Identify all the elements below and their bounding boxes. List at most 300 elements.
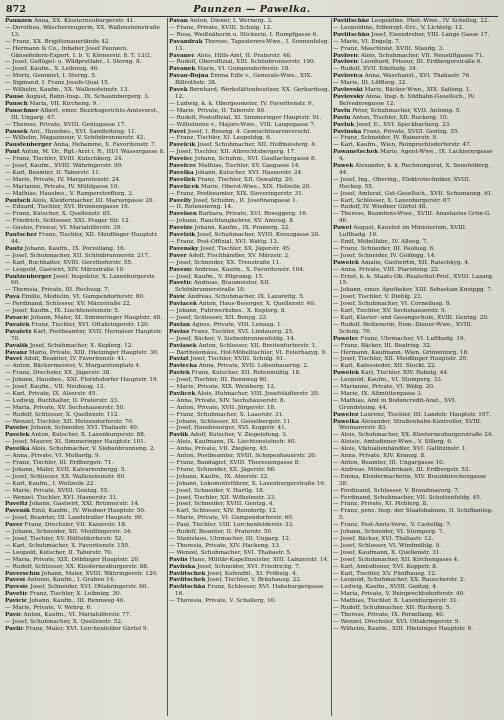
directory-entry [5, 343, 166, 350]
entry-surname: Pavek [169, 87, 188, 94]
entry-details: — Franz, Schneider, IV. Rainerstr. 9. [333, 135, 438, 142]
directory-entry [5, 274, 166, 288]
directory-entry [333, 25, 494, 32]
directory-entry [333, 377, 494, 384]
entry-surname: Pavetic [5, 591, 28, 598]
directory-entry [169, 225, 330, 232]
entry-surname: Pawelec [333, 335, 359, 342]
entry-details: — Wenzel, Schuhmacher, XVI. Thaliastr. 5. [169, 549, 292, 556]
entry-surname: Pava [5, 294, 20, 301]
directory-entry [169, 108, 330, 115]
directory-entry [5, 425, 166, 432]
entry-details: — Johann, Schneider, XII. Meidlingerstr. 34. [5, 529, 133, 536]
directory-entry [5, 557, 166, 564]
entry-surname: Pavesic [169, 266, 193, 273]
directory-entry [333, 619, 494, 626]
entry-details: — Maria, Private, XIX. Döblinger Hauptstr. 20. [5, 556, 140, 563]
entry-details: — Ludwig, k. k. Obergeometer, IV. Favoritenstr. 9. [169, 100, 314, 107]
directory-entry [169, 274, 330, 281]
entry-surname: Pavicic [5, 598, 28, 605]
directory-entry [169, 501, 330, 508]
directory-entry [169, 267, 330, 274]
directory-entry [169, 115, 330, 122]
entry-details: — Maria, Private, XV. Sechshauserstr. 50. [5, 404, 125, 411]
directory-entry [5, 66, 166, 73]
entry-details: — Marie, IX. Altmüttergasse 3. [333, 390, 423, 397]
entry-details: — Ferdinand, Schuhmacher, VII. Schottenfeldg. 45. [333, 494, 482, 501]
directory-entry [5, 122, 166, 129]
directory-entry [5, 101, 166, 108]
entry-surname: Pavic [169, 294, 186, 301]
entry-details: — Franz, Schneider, XX. Jägerstr. 66. [169, 466, 277, 473]
directory-entry [333, 46, 494, 53]
entry-details: — Rudolf, IV. Wiedner Gürtel 48. [333, 204, 428, 211]
entry-surname: Pavluska [333, 128, 362, 135]
entry-surname: Paver [169, 252, 187, 259]
entry-surname: Pautsch [5, 197, 31, 204]
entry-details: Bernhard, Werkstättenbesitzer, XX. Gerhardusg. 12. [175, 87, 330, 100]
entry-details: — Josef, Schuhmacher, XII. Kirchengasse 4. [333, 556, 460, 563]
entry-details: Maria, Private, XIII. Hietzinger Hauptstr. 30. [27, 349, 159, 356]
directory-entry [333, 474, 494, 488]
entry-details: Josef, Kofendhl., XI. Fröbelg. 4. [205, 570, 298, 577]
entry-details: — Josef, Schneider, XX. Treustraße 11. [169, 259, 281, 266]
entry-details: — Josef, Kaufmann, X. Quellenstr. 31. [333, 549, 442, 556]
entry-details: Agnes, Private, VIII. Lenaug. 1. [190, 321, 283, 328]
directory-entry [169, 73, 330, 87]
directory-entry [169, 39, 330, 53]
directory-entry [5, 619, 166, 626]
directory-entry [169, 488, 330, 495]
entry-details: — Josef, Kaufm., X. Leibnizg. 46. [5, 66, 100, 73]
entry-details: — Ernst, k. k. Staats-Ob.-Realschul-Prof., XVIII. Lazarg. 15. [333, 273, 494, 287]
entry-details: — Ferdinand, Schlosser, V. Brandmayerg. 7. [333, 487, 460, 494]
directory-entry [5, 39, 166, 46]
entry-details: — Anna, Private, XIV. Sechshauserstr. 8. [169, 397, 286, 404]
entry-details: — Dorothea, Wäscherzeugerin, XX. Wallensteinstraße 13. [5, 24, 161, 38]
directory-entry [333, 198, 494, 205]
directory-entry [169, 515, 330, 522]
entry-details: — Franz, Maschinist, XVIII. Staudg. 3. [333, 45, 445, 52]
entry-details: — Leopold, Kaufm., VI. Stumperg. 33. [333, 377, 443, 384]
entry-details: Hans, Militär-Kapellmeister, XIII. Lainzerstr. 14. [187, 556, 329, 563]
entry-details: — Anton, Private, XVII. Jörgerstr. 18. [169, 404, 276, 411]
directory-entry [169, 59, 330, 66]
directory-entry [169, 329, 330, 336]
entry-details: — Gustav, Friseur, VI. Mariahilferstr. 39. [5, 225, 123, 232]
directory-entry [169, 571, 330, 578]
entry-details: Emilie, Modistin, VI. Gumpendorferstr. 80. [19, 294, 145, 301]
entry-details: — Josef, Schneider, XVIII. Gentzg. 4. [169, 501, 275, 508]
entry-details: — Hermann, Kaufmann, Wien, Grünentorg. 18. [333, 349, 469, 356]
directory-entry [5, 356, 166, 363]
entry-details: Marie, Bäcker-Wwe., XIX. Saileng. 1. [362, 87, 472, 94]
directory-entry [5, 211, 166, 218]
directory-entry [169, 370, 330, 377]
directory-entry [5, 18, 166, 25]
directory-entry [333, 550, 494, 557]
entry-surname: Pauschner [5, 107, 39, 114]
directory-column-3 [333, 18, 494, 716]
entry-details: — Marie, Private, XIX. Weinberg. 12. [169, 384, 276, 391]
directory-entry [5, 495, 166, 502]
directory-entry [333, 108, 494, 115]
entry-details: Anton, Haus-Besorger, X. Quellenstr. 40. [196, 301, 316, 308]
entry-details: — Franz, Schneider, III. Paulusg. 6. [333, 245, 436, 252]
entry-details: Anton, M. Dr., Rgt.-Arzt i. R., III/1 Wassergasse 8. [19, 149, 165, 156]
entry-details: Josef, Tischler, XX. Jägerstr. 45. [198, 245, 291, 252]
entry-details: — Theresia, Private, XIV. Hackeng. 13. [169, 542, 281, 549]
directory-entry [5, 156, 166, 163]
directory-entry [5, 536, 166, 543]
directory-entry [333, 591, 494, 598]
directory-column-2 [169, 18, 330, 716]
entry-details: — Josef, Beamter, III. Landstraßer Hauptstr. 99. [5, 515, 144, 522]
directory-entry [5, 384, 166, 391]
directory-entry [169, 536, 330, 543]
entry-details: Franz, Tischler, XII. Oswaldg. 20. [195, 176, 294, 183]
directory-entry [169, 356, 330, 363]
directory-entry [333, 59, 494, 66]
entry-details: Anton, Tischler, XII. Ruckerg. 10. [350, 114, 449, 121]
entry-details: — Josef, Schlosser, XII. Bonyg. 22. [169, 314, 268, 321]
directory-entry [169, 142, 330, 149]
entry-surname: Pavlitschke [333, 18, 370, 24]
entry-surname: Pause [5, 93, 24, 100]
entry-details: Franz, Maler, XVI. Lerchenfelder Gürtel 9. [23, 625, 149, 632]
entry-details: — Ferdinand, Schlosser, XV. Märzstraße 22. [5, 301, 132, 308]
directory-entry [5, 301, 166, 308]
entry-surname: Pavlovic [333, 52, 359, 59]
entry-details: Johann, Gastwirt, XXI. Brünnerstr. 14. [27, 501, 140, 508]
entry-details: Alois, Schuhmacher, V. Siebenbrunneng. 2. [29, 446, 156, 453]
entry-surname: Pawek [333, 163, 354, 170]
directory-entry [169, 584, 330, 598]
entry-details: Josef, Inspektor, X. Laxenburgerstr. 60. [11, 273, 156, 287]
directory-entry [169, 322, 330, 329]
directory-entry [333, 384, 494, 391]
entry-details: — Aloisie, Amtsdiener-Wwe., V. Sillerg. 6. [333, 439, 453, 446]
entry-details: — Rudolf, Schlosser, X. Quellenstr. 112. [5, 411, 120, 418]
entry-details: — Josef, Tischler, III. Rennweg 80. [169, 377, 269, 384]
directory-entry [169, 87, 330, 101]
directory-entry [333, 336, 494, 343]
entry-details: — Marie, Private, II. Taborstr. 80. [169, 107, 267, 114]
directory-entry [333, 18, 494, 25]
directory-entry [333, 322, 494, 336]
directory-entry [333, 73, 494, 80]
entry-details: — Rudolf, Bedienerin, Dom.-Diener-Wwe., XVIII. Schulg. 76. [333, 321, 473, 335]
entry-surname: Pavesi [5, 577, 26, 584]
entry-details: — Josef, Schuhmacher, X. Quellenstr. 52. [5, 618, 123, 625]
directory-entry [5, 163, 166, 170]
entry-details: — Karl, Amtsdiener, XVI. Koppstr. 8. [333, 563, 438, 570]
directory-entry [5, 453, 166, 460]
entry-details: — Marie, Private, IV. Margaretenstr. 24. [5, 176, 121, 183]
directory-entry [5, 149, 166, 156]
directory-entry [169, 481, 330, 488]
directory-entry [5, 591, 166, 598]
entry-details: — Josef, Tischler, XII. Wilhelmstr. 33. [169, 494, 277, 501]
directory-entry [333, 460, 494, 467]
directory-entry [169, 149, 330, 156]
entry-surname: Pavalik [5, 342, 29, 349]
directory-entry [333, 204, 494, 211]
entry-surname: Pavlecka [169, 363, 197, 370]
directory-entry [333, 177, 494, 191]
directory-entry [5, 218, 166, 225]
directory-entry [333, 557, 494, 564]
entry-surname: Pavelka [169, 169, 194, 176]
directory-entry [333, 529, 494, 536]
directory-entry [333, 488, 494, 495]
entry-details: — Karl, Kaufm., Wien, Reinprechtsdorferstr. 47. [333, 142, 472, 149]
entry-details: — Rudolf, Oberoffizial, XIII. Schönbrunnerstr. 190. [169, 59, 316, 66]
entry-surname: Pautz [5, 245, 23, 252]
directory-entry [5, 598, 166, 605]
directory-entry [5, 25, 166, 39]
entry-details: — Wenzel, Tischler, XVI. Hasnerstr. 31. [5, 494, 118, 501]
directory-entry [333, 267, 494, 274]
entry-details: — Josef, Geflügel- u. Wildpretfabr., I. Sterng. 8. [5, 59, 142, 66]
directory-entry [5, 377, 166, 384]
directory-entry [333, 163, 494, 177]
directory-entry [5, 198, 166, 205]
entry-details: — Therese, Private, XVIII. Gentzgasse 17. [5, 121, 126, 128]
entry-details: — Wilhelm, Magazineur, V. Schönbrunnerstr. 42. [5, 135, 146, 142]
directory-entry [333, 598, 494, 605]
directory-entry [169, 467, 330, 474]
directory-entry [5, 253, 166, 260]
entry-surname: Pavelcik [169, 142, 196, 149]
entry-details: — Franz, Post-Amts-Verw., V. Castellig. 7. [333, 522, 452, 529]
entry-details: — Alois, Kaufmann, IX. Liechtensteinstr. 40. [169, 439, 297, 446]
entry-details: Laurenz, Tischler, III. Landstr. Hauptstr. 107. [358, 411, 491, 418]
directory-entry [169, 294, 330, 301]
entry-details: — Josef, Schneider, IV. Goldegg. 14. [333, 252, 437, 259]
directory-entry [5, 522, 166, 529]
directory-entry [5, 350, 166, 357]
directory-entry [5, 419, 166, 426]
entry-surname: Pavetic [169, 280, 192, 287]
entry-details: — Josef, Kaufm., V. Pilgramg. 15. [169, 273, 264, 280]
entry-details: — Johann, Maler, XVII. Kalvarienbergg. 5. [5, 466, 127, 473]
entry-details: — Karl, Tischler, XV. Sechshauserstr. 9. [333, 308, 447, 315]
entry-surname: Paustenberger [5, 142, 52, 149]
directory-entry [169, 453, 330, 460]
entry-details: Josef, Schneider, XVI. Friedrichg. 7. [195, 563, 301, 570]
directory-entry [169, 564, 330, 571]
directory-entry [333, 129, 494, 136]
entry-details: — Johann, Rauchfangkehrer, XV. Ameisg. 8. [169, 218, 295, 225]
entry-surname: Pavelicek [169, 183, 200, 190]
entry-details: Josef, Eisendreher, VIII. Lange Gasse 17. [369, 31, 490, 38]
directory-entry [169, 543, 330, 550]
directory-entry [333, 543, 494, 550]
entry-details: — Therese, Beamtens-Wwe., XVIII. Anastasius Grün-G. 46. [333, 211, 492, 225]
entry-details: — Johann, Lokomotivführer, X. Laxenburgerstraße 16. [169, 480, 326, 487]
entry-details: — Karl, Tischler, XV. Fünfhausg. 12. [333, 570, 437, 577]
entry-surname: Pavelze [169, 225, 193, 232]
entry-details: Anton, Kaufm., VI. Mariahilferstr. 77. [21, 611, 132, 618]
entry-surname: Pavelly [169, 197, 192, 204]
entry-details: — Rudolf, Beamter, II. Praterstr. 50. [169, 529, 273, 536]
entry-details: — Eduard, Tischler, XVI. Brunnengasse 16. [5, 204, 130, 211]
entry-surname: Pavel [169, 128, 186, 135]
entry-details: — Karl, Beamter, II. Taborstr. 11. [5, 169, 101, 176]
entry-details: — Rudolf, Postoffizial, XI. Simmeringer Hauptstr. 91. [169, 114, 322, 121]
entry-details: — Josef, Schneider, V. Hartlg. 18. [169, 487, 265, 494]
entry-details: Alois, Hutmacher, VIII. Josefstädterstr. 20. [195, 390, 320, 397]
entry-surname: Pavenik [5, 508, 30, 515]
entry-details: — Theresia, Private, V. Schallerg. 10. [169, 598, 277, 605]
entry-details: — Franz, Bandagist, XVIII. Theresiengasse 8. [169, 460, 301, 466]
directory-entry [333, 564, 494, 571]
entry-surname: Pautzenberger [5, 273, 52, 280]
entry-surname: Paveltz [5, 501, 28, 508]
entry-details: — Theresia, Private, III. Rochusg. 7. [5, 287, 110, 294]
directory-entry [5, 460, 166, 467]
directory-entry [169, 246, 330, 253]
entry-surname: Pavanz [5, 349, 28, 356]
entry-details: Johann, Schneider, XVI. Thaliastr. 40. [28, 425, 139, 432]
directory-entry [169, 550, 330, 557]
entry-details: Andreas, Braumeister, XII. Schönbrunnerstraße 10. [175, 280, 271, 294]
entry-surname: Pavlitschko [333, 31, 370, 38]
entry-details: — Marie, Private, V. Wehrg. 6. [5, 605, 93, 612]
directory-entry [333, 315, 494, 322]
entry-details: Marie, Agent-Wwe., IX. Lackierergasse 4. [339, 149, 493, 163]
entry-details: Franz, Tischler, X. Leibnizg. 30. [27, 591, 122, 598]
directory-entry [5, 571, 166, 578]
entry-details: — Josef, Bäcker, XVI. Thaliastr. 12. [333, 535, 434, 542]
entry-details: — Anton, Postbeamter, XVIII. Schopenhauerstr. 20. [169, 453, 317, 460]
entry-details: — Wilhelm, Kaufm., XIII. Hietzinger Hauptstr. 6. [333, 625, 474, 632]
directory-entry [169, 239, 330, 246]
directory-entry [333, 522, 494, 529]
entry-details: Alois, Kleidermacher, III. Marxergasse 20. [30, 197, 155, 204]
directory-entry [333, 87, 494, 94]
entry-details: Josef, Tischler, V. Bräuhausg. 22. [205, 577, 302, 584]
entry-details: — Josef, Kaufm., VII. Neubaug. 12. [5, 384, 106, 391]
entry-surname: Pavlek [169, 370, 190, 377]
directory-entry [5, 246, 166, 253]
directory-entry [333, 142, 494, 149]
directory-entry [333, 149, 494, 163]
directory-entry [333, 439, 494, 446]
entry-details: Alois, Schuhmacher, VII. Neustiftgasse 71. [359, 52, 485, 59]
entry-details: Karl, Postbeamter, XVII. Hernalser Hauptstr. 70. [11, 328, 163, 342]
directory-entry [5, 135, 166, 142]
entry-surname: Pavelcec [169, 163, 197, 170]
entry-details: — Marie, VI. Engelg. 7. [333, 38, 401, 45]
entry-surname: Pavlat [169, 356, 189, 363]
entry-details: — Alois, Viktualienhändler, XVI. Gallitzinstr. 1. [333, 446, 468, 453]
entry-details: Anton, Schlosser, XII. Breitenfurterstr. 1. [196, 342, 317, 349]
entry-surname: Pavao-Bojna [169, 73, 209, 80]
entry-details: — Karl, Schlosser, XIV. Reindorfg. 12. [169, 508, 278, 515]
entry-details: — Bartholomäus, Hof-Möbeltischler, VI. Esterházyg. 9. [169, 349, 327, 356]
directory-entry [5, 225, 166, 232]
directory-entry [169, 32, 330, 39]
entry-details: Karl, Tischler, XIV. Robolg. 44. [359, 370, 449, 377]
entry-details: Amalie, Gastwirtin, XII. Ratschkyg. 4. [359, 259, 470, 266]
entry-details: — Josef, Bäcker, V. Siebenbrunnenfeldg. 14. [169, 335, 296, 342]
entry-details: Johann, Maler, XVIII. Währingerstr. 120. [39, 570, 158, 577]
directory-entry [169, 577, 330, 584]
directory-entry [5, 550, 166, 557]
directory-entry [333, 211, 494, 225]
directory-entry [5, 87, 166, 94]
directory-entry [5, 446, 166, 453]
entry-details: — Karl, Private, IX. Alserstr. 45. [5, 390, 98, 397]
directory-entry [333, 363, 494, 370]
directory-entry [5, 170, 166, 177]
entry-details: Barbara, Private, XVI. Roseggerg. 16. [196, 211, 308, 218]
entry-surname: Paut [5, 149, 20, 156]
entry-details: Johann, Schuhm., XVI. Gaullachergasse 8. [192, 156, 317, 163]
directory-entry [169, 474, 330, 481]
entry-details: — Marie, Private, XVIII. Gentzg. 55. [5, 487, 110, 494]
entry-surname: Pawanetschek [333, 149, 379, 156]
directory-entry [5, 543, 166, 550]
entry-details: — Emma, Kleidermacherin, XIV. Braunhirschengasse 38. [333, 473, 487, 487]
entry-details: — Josef, Tischler, XII. Albrechtsbergerg. 17. [169, 149, 296, 156]
directory-entry [333, 32, 494, 39]
directory-entry [5, 184, 166, 191]
directory-entry [169, 25, 330, 32]
directory-entry [333, 301, 494, 308]
directory-entry [333, 536, 494, 543]
entry-details: — Anna, Private, VII. Zieglerg. 45. [169, 446, 269, 453]
entry-details: — Therese, Private, IX. Porzellang. 40. [333, 611, 445, 618]
entry-details: — Mathias, Tischler, X. Laxenburgerstr. 31. [333, 598, 459, 605]
entry-details: Franz, Uhrmacher, VI. Luftbadg. 19. [358, 335, 466, 342]
entry-details: — Karl, Kafeesieder, XII. Stockl. 22. [333, 363, 437, 370]
directory-entry [5, 481, 166, 488]
entry-details: — Hermann & Co., Inhaber Josef Paunzen, Gänsefedern-Export, I. b. V. Körnerstr. 8. T. 13/2. [5, 45, 152, 59]
entry-details: — Maria, Private, V. Reinprechtsdorferstr. 40. [333, 591, 466, 598]
entry-details: Andreas, Kaufm., X. Favoritenstr. 104. [192, 266, 305, 273]
directory-entry [169, 391, 330, 398]
directory-entry [333, 66, 494, 73]
directory-entry [5, 412, 166, 419]
entry-details: Josef, E., XVI. Speckbacherg. 23. [354, 121, 452, 128]
directory-entry [333, 501, 494, 508]
entry-details: Anton, Diener, I. Wernerg. 3. [187, 18, 273, 24]
directory-entry [5, 232, 166, 246]
entry-details: Andreas, Schuhmacher, IX. Lazarettg. 5. [185, 294, 305, 301]
entry-surname: Pavlasek [169, 342, 197, 349]
entry-details: Mathias, Tischler, XV. Gasgasse 14. [196, 163, 301, 170]
directory-entry [5, 73, 166, 80]
directory-entry [169, 557, 330, 564]
directory-entry [5, 329, 166, 343]
entry-details: August, Kanzlist im Ministerium, XVIII. Luftbadg. 19. [339, 225, 467, 239]
entry-details: — Franz, Tischler, XI. Leopoldsg. 6. [169, 135, 272, 142]
entry-details: — Franz, Schuhmacher, X. Laaerstr. 31. [169, 411, 284, 418]
entry-surname: Paver [5, 522, 23, 529]
directory-entry [5, 363, 166, 370]
directory-entry [333, 94, 494, 108]
entry-details: — Franz, Postbeamter, XIX. Sieveringerstr. 31. [169, 190, 304, 197]
directory-entry [169, 343, 330, 350]
directory-entry [5, 529, 166, 536]
entry-details: — Josef, Kaufm., XVIII. Währingerstr. 90. [5, 163, 124, 170]
entry-surname: Pavlovica [333, 73, 363, 80]
entry-surname: Pavel [5, 356, 22, 363]
entry-details: Anton, Kutscher, X. Laxenburgerstr. 88. [29, 432, 146, 439]
